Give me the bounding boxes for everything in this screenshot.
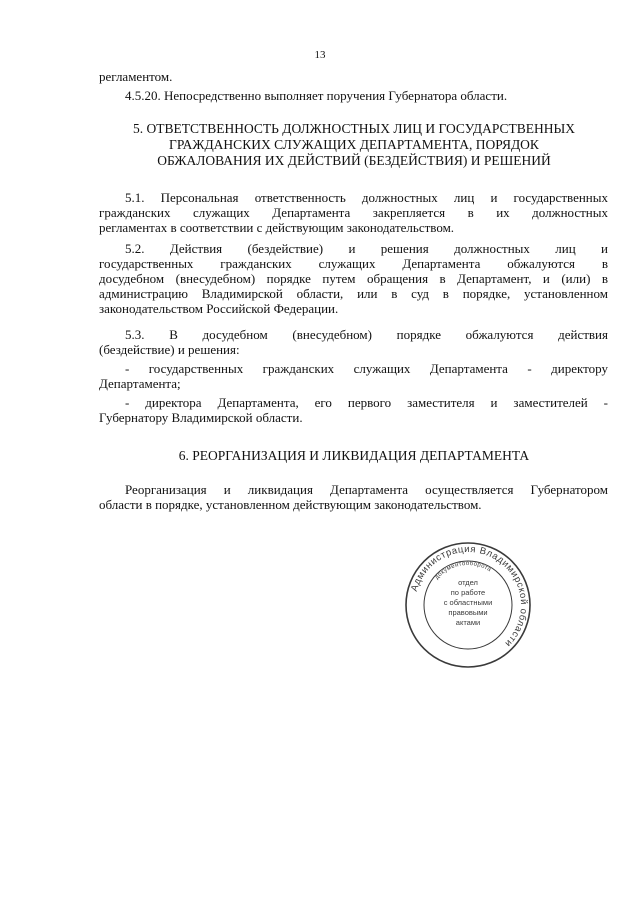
list-item [99,395,608,425]
list-item [99,361,608,391]
text-line: досудебном (внесудебном) порядке путем обращения в Департамент, и (или) в [99,271,608,286]
heading-line: ГРАЖДАНСКИХ СЛУЖАЩИХ ДЕПАРТАМЕНТА, ПОРЯДОК [169,137,539,152]
text-line: (бездействие) и решения: [99,342,240,357]
paragraph-continuation [99,69,608,84]
text-line: области в порядке, установленном действующим законодательством. [99,497,482,512]
text-line: администрацию Владимирской области, или в суд в порядке, установленном [99,286,608,301]
svg-text:с областными: с областными [443,598,493,607]
text-line: государственных гражданских служащих Департамента обжалуются в [99,256,608,271]
text-line: регламентом. [99,69,173,84]
text-line: 5.3. В досудебном (внесудебном) порядке обжалуются действия [125,327,608,342]
svg-text:отдел: отдел [458,578,478,587]
heading-line: 6. РЕОРГАНИЗАЦИЯ И ЛИКВИДАЦИЯ ДЕПАРТАМЕНТА [178,448,530,463]
text-line: - директора Департамента, его первого заместителя и заместителей - [125,395,608,410]
text-line: законодательством Российской Федерации. [99,301,339,316]
paragraph-5-1 [99,190,608,235]
seal-center-text [444,578,493,627]
paragraph-5-3 [99,327,608,357]
text-line: Реорганизация и ликвидация Департамента осуществляется Губернатором [125,482,608,497]
svg-text:актами: актами [455,618,481,627]
paragraph-5-2 [99,241,608,316]
page-number: 13 [314,49,326,61]
svg-text:правовыми: правовыми [448,608,488,617]
text-line: Губернатору Владимирской области. [99,410,303,425]
text-line: 4.5.20. Непосредственно выполняет поручения Губернатора области. [125,88,508,103]
section-6-heading [92,448,616,464]
seal-inner-ring-text: документооборота [434,560,493,581]
section-5-heading [92,121,616,169]
seal-outer-text: Администрация Владимирской области [408,543,530,650]
paragraph-6 [99,482,608,512]
svg-text:по работе: по работе [450,588,486,597]
seal-graphic [403,540,533,670]
text-line: - государственных гражданских служащих Департамента - директору [125,361,608,376]
text-line: регламентах в соответствии с действующим законодательством. [99,220,455,235]
text-line: 5.1. Персональная ответственность должностных лиц и государственных [125,190,608,205]
heading-line: 5. ОТВЕТСТВЕННОСТЬ ДОЛЖНОСТНЫХ ЛИЦ И ГОСУДАРСТВЕННЫХ [132,121,576,136]
official-seal [403,540,533,670]
heading-line: ОБЖАЛОВАНИЯ ИХ ДЕЙСТВИЙ (БЕЗДЕЙСТВИЯ) И РЕШЕНИЙ [157,153,551,168]
text-line: Департамента; [99,376,181,391]
item-4-5-20 [125,88,615,103]
text-line: 5.2. Действия (бездействие) и решения должностных лиц и [125,241,608,256]
text-line: гражданских служащих Департамента закрепляется в их должностных [99,205,608,220]
